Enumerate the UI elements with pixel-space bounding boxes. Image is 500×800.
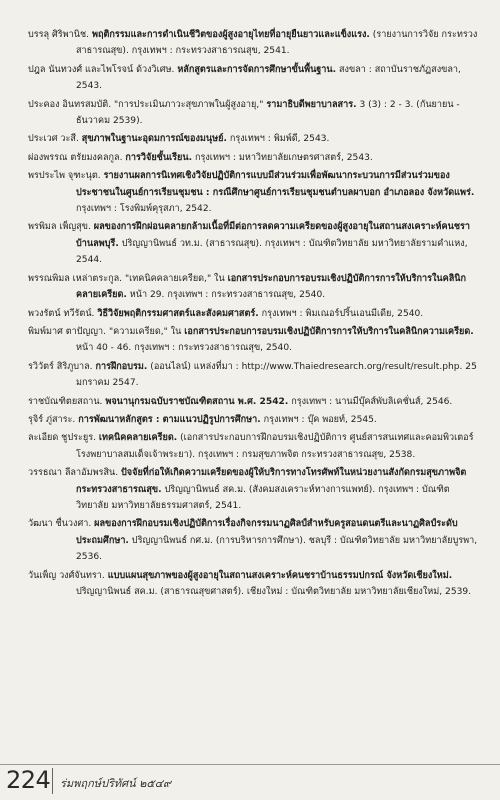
reference-publication: (ออนไลน์) แหล่งที่มา : http://www.Thaiedresearch.org/result/result.php. 25 มกราคม 2547. <box>76 361 477 389</box>
reference-title: ผลของการฝึกอบรมเชิงปฏิบัติการเรื่องกิจกรรมนาฏศิลป์สำหรับครูสอนดนตรีและนาฏศิลป์ระดับประถมศึกษา. <box>76 519 458 546</box>
reference-publication: ปริญญานิพนธ์ สค.ม. (สังคมสงเคราะห์ทางการแพทย์). กรุงเทพฯ : บัณฑิตวิทยาลัย มหาวิทยาลัยธรรมศาสตร์, 2541. <box>76 484 450 511</box>
reference-title: รายงานผลการนิเทศเชิงวิจัยปฏิบัติการแบบมีส่วนร่วมเพื่อพัฒนากระบวนการมีส่วนร่วมของประชาชนในศูนย์การเรียนชุมชน : กรณีศึกษาศูนย์การเรียนชุมชนตำบลผาบอก อำเภอลอง จังหวัดแพร่. <box>76 171 475 198</box>
reference-author: ราชบัณฑิตยสถาน. <box>28 396 103 407</box>
reference-title: รามาธิบดีพยาบาลสาร. <box>266 99 357 110</box>
reference-entry <box>28 150 480 166</box>
reference-author: ประเวศ วะสี. <box>28 134 79 145</box>
reference-entry <box>28 465 480 514</box>
reference-article: "เทคนิคคลายเครียด," ใน <box>124 273 225 284</box>
reference-author: พิมพ์มาศ ตาปัญญา. <box>28 326 107 337</box>
journal-name: ร่มพฤกษ์ปริทัศน์ ๒๕๔๙ <box>60 777 172 790</box>
reference-entry <box>28 219 480 268</box>
reference-publication: (เอกสารประกอบการฝึกอบรมเชิงปฏิบัติการ ศูนย์สารสนเทศและคอมพิวเตอร์ โรงพยาบาลสมเด็จเจ้าพระยา). กรุงเทพฯ : กรมสุขภาพจิต กระทรวงสาธารณสุข, 2538. <box>76 433 474 460</box>
reference-entry <box>28 430 480 463</box>
reference-entry <box>28 131 480 147</box>
reference-entry <box>28 568 480 601</box>
reference-entry <box>28 271 480 304</box>
reference-publication: กรุงเทพฯ : โรงพิมพ์คุรุสภา, 2542. <box>76 204 212 215</box>
reference-author: ผ่องพรรณ ตรัยมงคลกูล. <box>28 152 123 163</box>
footer-vertical-divider <box>52 768 53 794</box>
reference-author: บรรลุ ศิริพานิช. <box>28 30 90 40</box>
footer-divider-line <box>0 764 500 765</box>
reference-title: สุขภาพในฐานะอุดมการณ์ของมนุษย์. <box>81 134 227 145</box>
reference-author: รุจิร์ ภู่สาระ. <box>28 414 76 425</box>
reference-publication: ปริญญานิพนธ์ วท.ม. (สาธารณสุข). กรุงเทพฯ : บัณฑิตวิทยาลัย มหาวิทยาลัยรามคำแหง, 2544. <box>76 238 468 266</box>
reference-entry <box>28 394 480 410</box>
reference-title: พฤติกรรมและการดำเนินชีวิตของผู้สูงอายุไทยที่อายุยืนยาวและแข็งแรง. <box>91 30 370 40</box>
reference-title: วิธีวิจัยพฤติกรรมศาสตร์และสังคมศาสตร์. <box>97 308 259 319</box>
reference-article: "ความเครียด," ใน <box>108 326 182 337</box>
reference-author: ปฎล นันทวงศ์ และไพโรจน์ ด้วงวิเศษ. <box>28 64 175 75</box>
reference-author: พวงรัตน์ ทวีรัตน์. <box>28 308 95 319</box>
reference-list <box>28 27 480 602</box>
reference-entry <box>28 97 480 130</box>
reference-publication: ปริญญานิพนธ์ กศ.ม. (การบริหารการศึกษา). ชลบุรี : บัณฑิตวิทยาลัย มหาวิทยาลัยบูรพา, 2536. <box>76 535 478 563</box>
reference-author: ประคอง อินทรสมบัติ. <box>28 99 112 110</box>
reference-title: การพัฒนาหลักสูตร : ตามแนวปฏิรูปการศึกษา. <box>78 414 261 425</box>
reference-author: พรพิมล เพ็ญสุข. <box>28 222 91 233</box>
reference-title: เอกสารประกอบการอบรมเชิงปฏิบัติการการให้บริการในคลินิกความเครียด. <box>184 326 474 337</box>
reference-publication: กรุงเทพฯ : มหาวิทยาลัยเกษตรศาสตร์, 2543. <box>194 152 373 163</box>
reference-author: รวิวัตร์ สิริภูบาล. <box>28 361 93 372</box>
reference-entry <box>28 62 480 95</box>
reference-author: วัฒนา ชื่นวงศา. <box>28 519 92 530</box>
reference-author: วันเพ็ญ วงศ์จันทรา. <box>28 570 105 581</box>
reference-entry <box>28 27 480 60</box>
page-number: 224 <box>6 766 51 794</box>
reference-article: "การประเมินภาวะสุขภาพในผู้สูงอายุ," <box>114 99 264 110</box>
reference-author: พรประไพ จุฑะนุต. <box>28 171 101 182</box>
reference-author: วรรธณา ลีลาอัมพรสิน. <box>28 468 119 479</box>
reference-title: การฝึกอบรม. <box>95 361 148 372</box>
reference-title: หลักสูตรและการจัดการศึกษาขั้นพื้นฐาน. <box>177 64 337 75</box>
reference-publication: กรุงเทพฯ : บุ๊ค พอยท์, 2545. <box>263 414 377 425</box>
reference-title: เอกสารประกอบการอบรมเชิงปฏิบัติการการให้บริการในคลินิกคลายเครียด. <box>76 273 466 301</box>
reference-title: การวิจัยชั้นเรียน. <box>125 152 193 163</box>
reference-publication: กรุงเทพฯ : พิมเณอร์ปริ้นเอนมีเดีย, 2540. <box>261 308 424 319</box>
reference-publication: สงขลา : สถาบันราชภัฏสงขลา, 2543. <box>76 64 461 92</box>
reference-title: ปัจจัยที่ก่อให้เกิดความเครียดของผู้ให้บริการทางโทรศัพท์ในหน่วยงานสังกัดกรมสุขภาพจิต กระทรวงสาธารณสุข. <box>76 468 467 495</box>
reference-publication: หน้า 40 - 46. กรุงเทพฯ : กระทรวงสาธารณสุข, 2540. <box>76 343 292 354</box>
reference-title: แบบแผนสุขภาพของผู้สูงอายุในสถานสงเคราะห์คนชราบ้านธรรมปกรณ์ จังหวัดเชียงใหม่. <box>107 570 453 581</box>
reference-publication: หน้า 29. กรุงเทพฯ : กระทรวงสาธารณสุข, 2540. <box>129 290 326 301</box>
reference-entry <box>28 412 480 428</box>
reference-title: พจนานุกรมฉบับราชบัณฑิตสถาน พ.ศ. 2542. <box>105 396 289 407</box>
reference-author: ละเอียด ชูประยูร. <box>28 433 96 444</box>
reference-publication: 3 (3) : 2 - 3. (กันยายน - ธันวาคม 2539). <box>76 99 460 127</box>
reference-publication: ปริญญานิพนธ์ สค.ม. (สาธารณสุขศาสตร์). เชียงใหม่ : บัณฑิตวิทยาลัย มหาวิทยาลัยเชียงใหม่, 2539. <box>76 587 472 597</box>
reference-entry <box>28 324 480 357</box>
reference-publication: กรุงเทพฯ : นานมีบุ๊คส์พับลิเคชั่นส์, 2546. <box>291 396 453 407</box>
reference-entry <box>28 306 480 322</box>
reference-publication: (รายงานการวิจัย กระทรวงสาธารณสุข). กรุงเทพฯ : กระทรวงสาธารณสุข, 2541. <box>76 30 478 57</box>
reference-entry <box>28 168 480 217</box>
reference-title: ผลของการฝึกผ่อนคลายกล้ามเนื้อที่มีต่อการลดความเครียดของผู้สูงอายุในสถานสงเคราะห์คนชราบ้านลพบุรี. <box>76 222 470 249</box>
reference-entry <box>28 516 480 565</box>
reference-title: เทคนิคคลายเครียด. <box>98 433 178 444</box>
reference-entry <box>28 359 480 392</box>
reference-publication: กรุงเทพฯ : พิมพ์ดี, 2543. <box>229 134 330 145</box>
reference-author: พรรณพิมล เหล่าตระกูล. <box>28 273 123 284</box>
